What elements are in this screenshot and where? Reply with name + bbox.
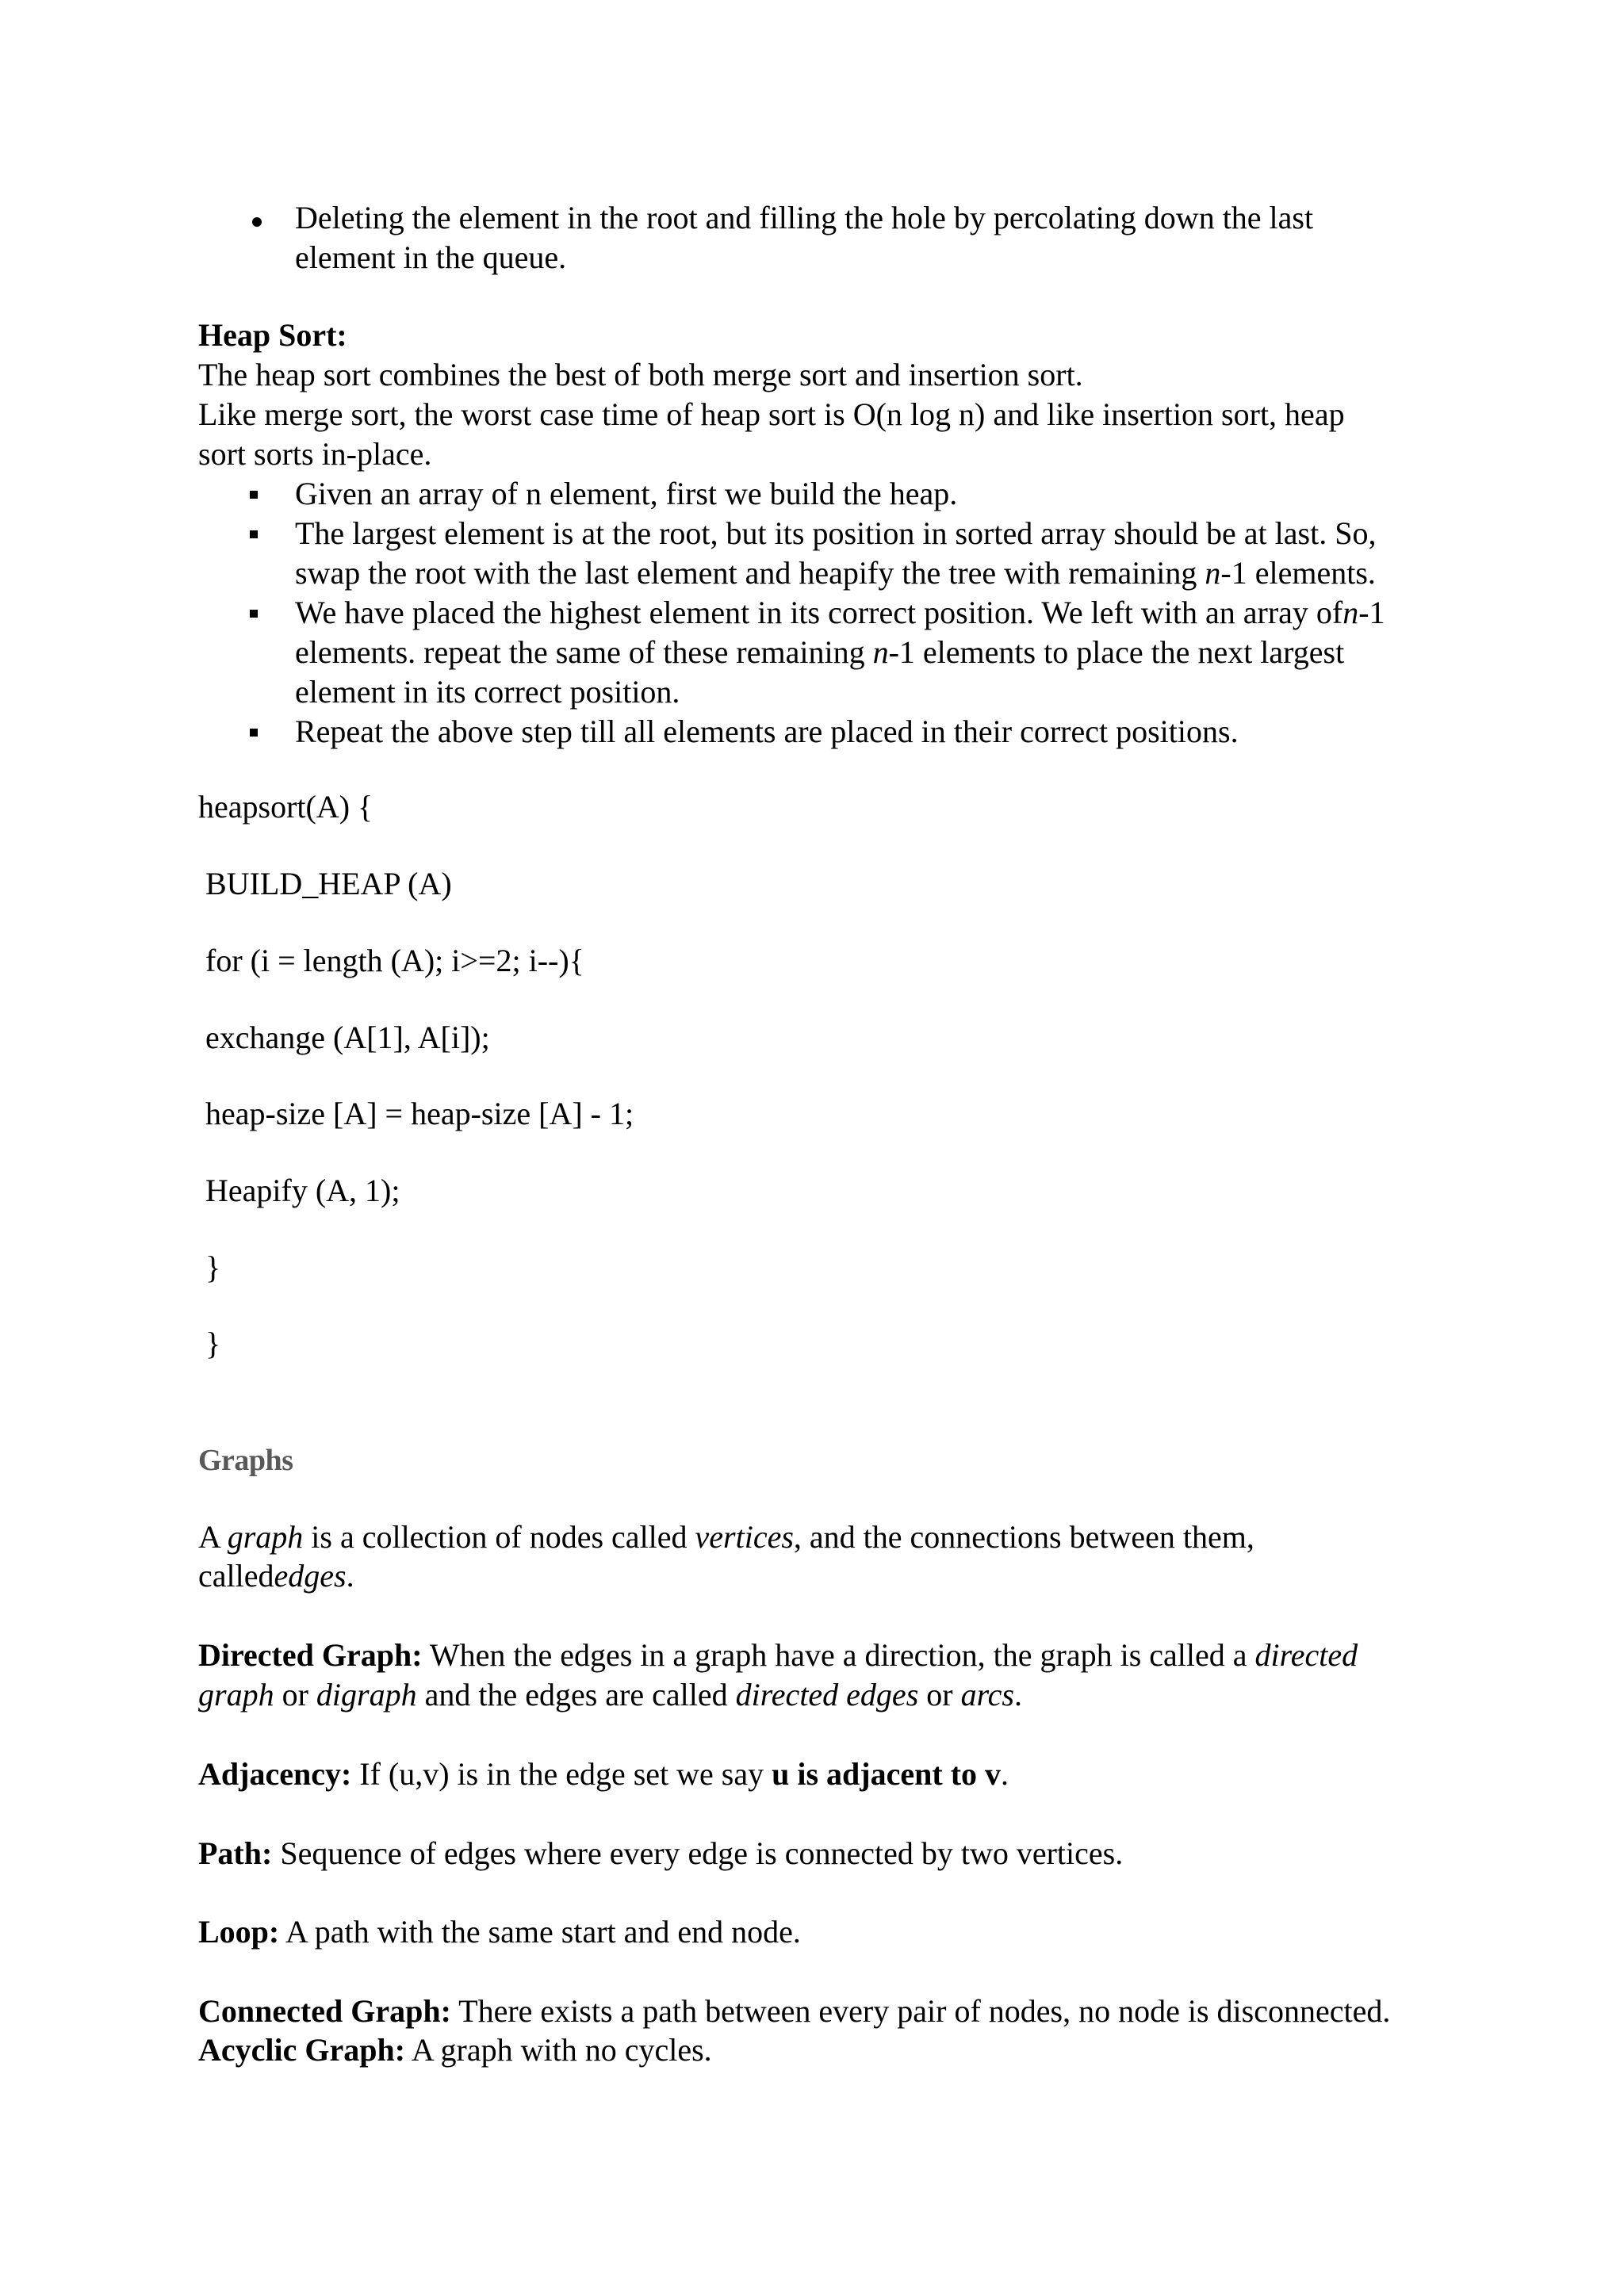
code-line: Heapify (A, 1); [205, 1173, 400, 1208]
heap-sort-paragraph-1: The heap sort combines the best of both merge sort and insertion sort. [198, 357, 1083, 392]
square-bullet [250, 610, 258, 618]
graphs-heading: Graphs [198, 1444, 293, 1477]
heap-bullet-3-line2: elements. repeat the same of these remaining n-1 elements to place the next largest [295, 634, 1345, 670]
code-line: } [205, 1249, 221, 1285]
heap-sort-paragraph-2-line1: Like merge sort, the worst case time of heap sort is O(n log n) and like insertion sort, heap [198, 396, 1345, 432]
graph-definition-line2: callededges. [198, 1558, 354, 1594]
square-bullet [250, 491, 258, 499]
square-bullet [250, 729, 258, 737]
directed-graph-line1: Directed Graph: When the edges in a graph have a direction, the graph is called a directed [198, 1637, 1358, 1673]
heap-bullet-2-line2: swap the root with the last element and heapify the tree with remaining n-1 elements. [295, 555, 1376, 591]
code-line: exchange (A[1], A[i]); [205, 1020, 490, 1055]
heap-bullet-3-line1: We have placed the highest element in its correct position. We left with an array ofn-1 [295, 595, 1385, 630]
code-line: heapsort(A) { [198, 789, 373, 825]
directed-graph-line2: graph or digraph and the edges are called directed edges or arcs. [198, 1677, 1022, 1712]
heap-sort-paragraph-2-line2: sort sorts in-place. [198, 436, 432, 472]
loop-definition: Loop: A path with the same start and end node. [198, 1914, 801, 1950]
graph-definition-line1: A graph is a collection of nodes called vertices, and the connections between them, [198, 1519, 1254, 1555]
acyclic-graph-definition: Acyclic Graph: A graph with no cycles. [198, 2032, 712, 2068]
bullet-dot [252, 217, 262, 227]
intro-bullet-line1: Deleting the element in the root and filling the hole by percolating down the last [295, 200, 1314, 235]
code-line: heap-size [A] = heap-size [A] - 1; [205, 1096, 634, 1131]
code-line: } [205, 1326, 221, 1361]
heap-bullet-3-line3: element in its correct position. [295, 674, 680, 710]
code-line: BUILD_HEAP (A) [205, 866, 452, 901]
connected-graph-definition: Connected Graph: There exists a path between every pair of nodes, no node is disconnected. [198, 1993, 1391, 2029]
adjacency-definition: Adjacency: If (u,v) is in the edge set we say u is adjacent to v. [198, 1756, 1009, 1792]
heap-bullet-1: Given an array of n element, first we build the heap. [295, 476, 958, 511]
heap-bullet-4: Repeat the above step till all elements are placed in their correct positions. [295, 714, 1239, 749]
path-definition: Path: Sequence of edges where every edge is connected by two vertices. [198, 1835, 1124, 1871]
code-line: for (i = length (A); i>=2; i--){ [205, 943, 584, 978]
heap-bullet-2-line1: The largest element is at the root, but its position in sorted array should be at last. So, [295, 515, 1377, 551]
intro-bullet-line2: element in the queue. [295, 239, 567, 275]
square-bullet [250, 530, 258, 538]
heap-sort-heading: Heap Sort: [198, 317, 347, 353]
